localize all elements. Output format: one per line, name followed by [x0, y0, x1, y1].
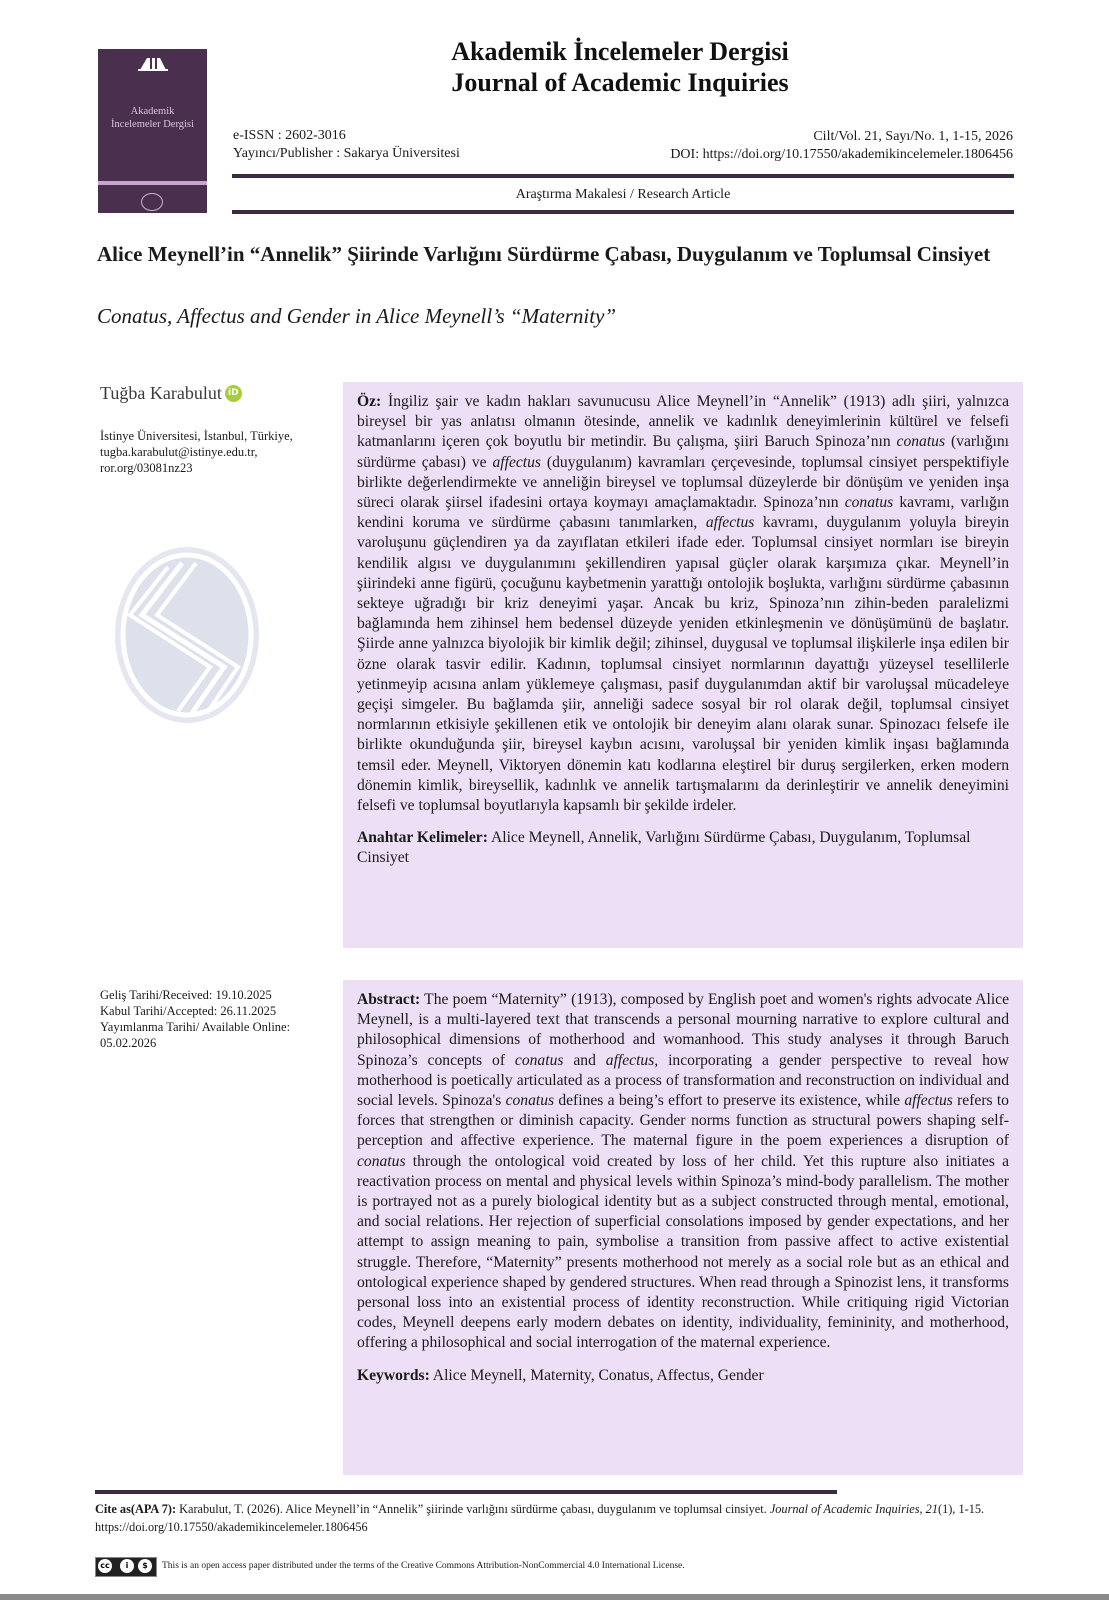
- cc-license-badge-icon[interactable]: [95, 1557, 157, 1577]
- abstract-tr-body: [357, 393, 1009, 814]
- journal-meta-right: [670, 128, 1013, 164]
- citation-doi[interactable]: (1), 1-15. https://doi.org/10.17550/akademikincelemeler.1806456: [95, 1502, 985, 1534]
- journal-title: [300, 36, 940, 98]
- abstract-en-body: [357, 991, 1009, 1351]
- header-divider-top: [232, 174, 1014, 178]
- online-date-label: Yayımlanma Tarihi/ Available Online:: [100, 1020, 291, 1034]
- article-title-tr: Alice Meynell’in “Annelik” Şiirinde Varlığını Sürdürme Çabası, Duygulanım ve Toplumsal Cinsiyet: [97, 242, 991, 266]
- text-segment: (duygulanım) kavramları çerçevesinde, toplumsal cinsiyet perspektifiyle birlikte değerlendirmekte ve anneliğin bireysel ve toplumsal düzeylerde bir dönüşüm ve yeniden inşa süreci olarak şiirsel ifadesini ortaya koymayı amaçlamaktadır. Spinoza’nın: [357, 453, 1009, 512]
- article-title-en: Conatus, Affectus and Gender in Alice Meynell’s “Maternity”: [97, 304, 617, 328]
- citation-label: Cite as(APA 7):: [95, 1502, 177, 1516]
- text-segment: refers to forces that strengthen or diminish capacity. Gender norms function as structural powers shaping self-perception and affective experience. The maternal figure in the poem experiences a disruption of: [357, 1092, 1009, 1150]
- citation-journal: Journal of Academic Inquiries: [769, 1502, 920, 1516]
- page-bottom-bar: [0, 1594, 1109, 1600]
- keywords-en-label: Keywords:: [357, 1366, 430, 1384]
- cover-title-line1: Akademik: [130, 106, 175, 117]
- license-text: This is an open access paper distributed under the terms of the Creative Commons Attribution-NonCommercial 4.0 International License.: [162, 1561, 685, 1571]
- italic-term: conatus: [896, 433, 946, 451]
- italic-term: conatus: [357, 1152, 406, 1170]
- italic-term: affectus: [492, 453, 541, 471]
- keywords-tr: [357, 828, 1009, 868]
- abstract-tr-text: [357, 392, 1009, 816]
- orcid-icon[interactable]: iD: [225, 385, 242, 402]
- keywords-tr-list: Alice Meynell, Annelik, Varlığını Sürdürme Çabası, Duygulanım, Toplumsal Cinsiyet: [357, 829, 971, 867]
- doi-link[interactable]: DOI: https://doi.org/10.17550/akademikincelemeler.1806456: [670, 147, 1013, 162]
- text-segment: defines a being’s effort to preserve its existence, while: [554, 1092, 905, 1110]
- text-segment: kavramı, varlığın kendini koruma ve sürdürme çabasını tanımlarken,: [357, 494, 1009, 532]
- citation-text: Karabulut, T. (2026). Alice Meynell’in “Annelik” şiirinde varlığını sürdürme çabası, duygulanım ve toplumsal cinsiyet.: [176, 1502, 770, 1516]
- text-segment: and: [563, 1051, 606, 1069]
- nc-icon: $: [138, 1559, 152, 1573]
- volume-info: Cilt/Vol. 21, Sayı/No. 1, 1-15, 2026: [813, 129, 1013, 144]
- affiliation: İstinye Üniversitesi, İstanbul, Türkiye,: [100, 429, 293, 443]
- cover-title-line2: İncelemeler Dergisi: [111, 119, 194, 130]
- author-affiliation: [100, 428, 330, 476]
- article-dates: [100, 987, 330, 1051]
- text-segment: (varlığını sürdürme çabası) ve: [357, 433, 1009, 471]
- online-date: 05.02.2026: [100, 1036, 157, 1050]
- ror-id[interactable]: ror.org/03081nz23: [100, 461, 193, 475]
- italic-term: conatus: [505, 1092, 555, 1110]
- citation: [95, 1500, 1015, 1536]
- footer-divider: [95, 1490, 837, 1494]
- citation-volume: 21: [925, 1502, 938, 1516]
- abstract-tr-label: Öz:: [357, 393, 382, 410]
- by-icon: i: [120, 1559, 134, 1573]
- journal-meta-left: [233, 127, 460, 163]
- italic-term: conatus: [514, 1051, 564, 1069]
- journal-title-en: Journal of Academic Inquiries: [451, 68, 789, 97]
- author: [100, 383, 242, 404]
- author-name: Tuğba Karabulut: [100, 383, 222, 403]
- accepted-date: Kabul Tarihi/Accepted: 26.11.2025: [100, 1004, 277, 1018]
- italic-term: affectus,: [605, 1051, 659, 1069]
- citation-sep: ,: [919, 1502, 926, 1516]
- university-watermark-icon: [112, 545, 262, 725]
- journal-cover-image: [98, 49, 207, 213]
- article-type: Araştırma Makalesi / Research Article: [515, 187, 731, 202]
- journal-logo-icon: [138, 57, 168, 71]
- keywords-tr-label: Anahtar Kelimeler:: [357, 829, 488, 847]
- abstract-tr-box: [343, 382, 1023, 948]
- text-segment: incorporating a gender perspective to reveal how motherhood is poetically articulated as a process of transformation and reconstruction on individual and social levels. Spinoza's: [357, 1051, 1009, 1110]
- keywords-en: [357, 1366, 1009, 1386]
- header-divider-bottom: [232, 210, 1014, 214]
- text-segment: kavramı, duygulanım yoluyla bireyin varoluşunu güçlendiren ya da zayıflatan etkileri ifade eder. Toplumsal cinsiyet normları ise bireyin kendilik algısı ve duygulanımını şekillendiren yapısal güçler olarak karşımıza çıkar. Meynell’in şiirindeki anne figürü, çocuğunu kaybetmenin yarattığı ontolojik boşlukta, varlığını sürdürme çabasının sekteye uğradığı bir kriz deneyimi yaşar. Ancak bu kriz, Spinoza’nın zihin-beden paralelizmi bağlamında hem zihinsel hem bedensel düzeyde yeniden etkinleşmenin ve dönüşümünü de başlatır. Şiirde anne yalnızca biyolojik bir kimlik değil; zihinsel, duygusal ve toplumsal ilişkilerle inşa edilen bir özne olarak tasvir edilir. Kadının, toplumsal cinsiyet normlarının dayattığı yüzeysel tesellilerle yetinmeyip acısına anlam yüklemeye çalışması, pasif duygulanımdan aktif bir varoluşsal mücadeleye geçişi simgeler. Bu bağlamda şiir, anneliği sadece sosyal bir rol olarak değil, toplumsal cinsiyet normlarının etkisiyle şekillenen etik ve ontolojik bir deneyim alanı olarak sunar. Spinozacı felsefe ile birlikte okunduğunda şiir, bireysel kaybın acısını, varoluşsal bir yeniden kimlik inşası bağlamında temsil eder. Meynell, Viktoryen dönemin katı kodlarına eleştirel bir duruş sergilerken, erken modern dönemin kimlik, bireysellik, kadınlık ve annelik tartışmalarını da derinleştirir ve annelik deneyimini felsefi ve toplumsal boyutlarıyla kapsamlı bir şekilde irdeler.: [357, 514, 1009, 815]
- text-segment: İngiliz şair ve kadın hakları savunucusu Alice Meynell’in “Annelik” (1913) adlı şiiri, yalnızca bireysel bir yas anlatısı olmanın ötesinde, annelik ve kadınlık deneyimlerinin kültürel ve felsefi katmanlarını içeren çok boyutlu bir metindir. Bu çalışma, şiiri Baruch Spinoza’nın: [357, 393, 1009, 451]
- italic-term: conatus: [844, 494, 894, 512]
- text-segment: through the ontological void created by loss of her child. Yet this rupture also initiates a reactivation process on mental and physical levels within Spinoza’s mind-body parallelism. The mother is portrayed not as a purely biological identity but as a subject constructed through mental, emotional, and social relations. Her rejection of superficial consolations imposed by gender expectations, and her attempt to assign meaning to pain, symbolise a transition from passive affect to active existential struggle. Therefore, “Maternity” presents motherhood not merely as a social role but as an ethical and ontological experience shaped by gendered structures. When read through a Spinozist lens, it transforms personal loss into an existential process of identity reconstruction. While critiquing rigid Victorian codes, Meynell deepens early modern debates on identity, individuality, femininity, and motherhood, offering a philosophical and social interrogation of the maternal experience.: [357, 1152, 1009, 1352]
- journal-title-tr: Akademik İncelemeler Dergisi: [451, 37, 789, 66]
- author-email[interactable]: tugba.karabulut@istinye.edu.tr,: [100, 445, 258, 459]
- publisher: Yayıncı/Publisher : Sakarya Üniversitesi: [233, 146, 460, 161]
- cc-icon: cc: [98, 1559, 112, 1573]
- received-date: Geliş Tarihi/Received: 19.10.2025: [100, 988, 272, 1002]
- abstract-en-box: [343, 980, 1023, 1475]
- keywords-en-list: Alice Meynell, Maternity, Conatus, Affectus, Gender: [429, 1366, 764, 1384]
- italic-term: affectus: [904, 1092, 953, 1110]
- university-seal-icon: [141, 193, 163, 211]
- italic-term: affectus: [705, 514, 755, 532]
- eissn: e-ISSN : 2602-3016: [233, 128, 346, 143]
- cover-band: [98, 181, 207, 185]
- abstract-en-text: [357, 990, 1009, 1354]
- cover-title: [98, 105, 207, 131]
- abstract-en-label: Abstract:: [357, 991, 421, 1008]
- text-segment: The poem “Maternity” (1913), composed by English poet and women's rights advocate Alice Meynell, is a multi-layered text that transcends a personal mourning narrative to explore cultural and philosophical dimensions of motherhood and womanhood. This study analyses it through Baruch Spinoza’s concepts of: [357, 991, 1009, 1069]
